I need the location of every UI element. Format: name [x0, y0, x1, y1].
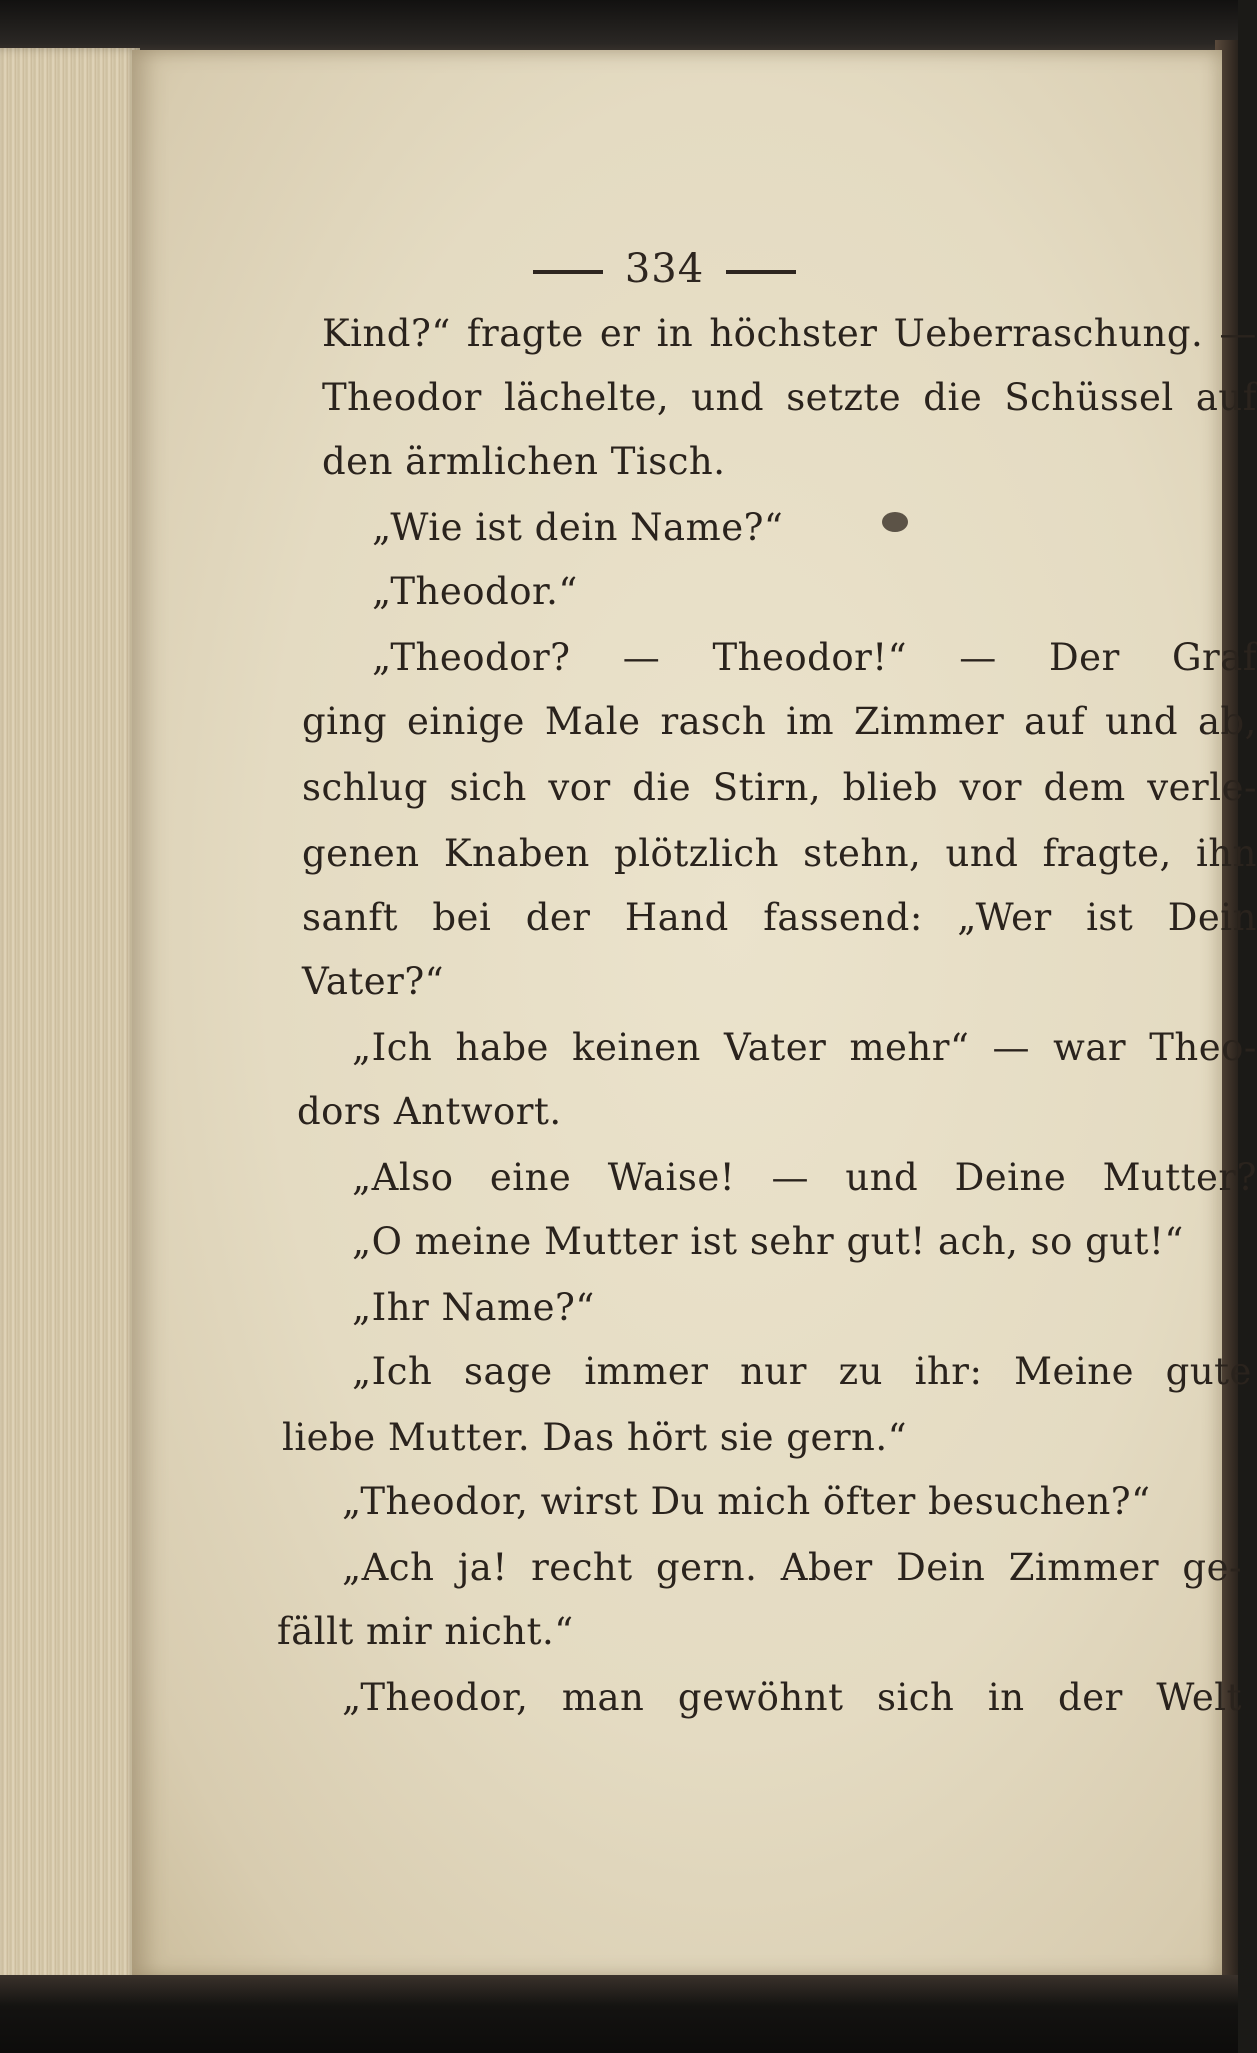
word: lächelte,: [503, 376, 670, 419]
page-stack-edge: [0, 48, 140, 1983]
text-line: „O meine Mutter ist sehr gut! ach, so gut!“: [352, 1220, 1184, 1263]
word: „Ich: [352, 1026, 433, 1069]
word: Der: [1049, 636, 1120, 679]
text-line: [322, 376, 1257, 419]
word: fragte: [466, 312, 584, 355]
word: —: [992, 1026, 1031, 1069]
text-line: „Theodor, wirst Du mich öfter besuchen?“: [342, 1480, 1151, 1523]
word: Graf: [1171, 636, 1257, 679]
word: die: [632, 766, 692, 809]
word: —: [959, 636, 997, 679]
word: eine: [489, 1156, 572, 1199]
word: Deine: [954, 1156, 1067, 1199]
text-line: [302, 832, 1257, 875]
text-line: [352, 1350, 1252, 1393]
word: in: [987, 1676, 1025, 1719]
word: gern.: [656, 1546, 758, 1589]
text-line: dors Antwort.: [297, 1090, 562, 1133]
word: Dein: [896, 1546, 986, 1589]
word: „Ich: [352, 1350, 433, 1393]
word: „Also: [352, 1156, 454, 1199]
word: —: [622, 636, 661, 679]
word: sanft: [302, 896, 398, 939]
word: sich: [449, 766, 527, 809]
word: die: [923, 376, 983, 419]
word: dem: [1043, 766, 1126, 809]
word: auf: [1024, 700, 1086, 743]
word: Zimmer: [1008, 1546, 1160, 1589]
text-line: [352, 1026, 1257, 1069]
page-number: 334: [624, 246, 705, 292]
text-line: „Ihr Name?“: [352, 1286, 595, 1329]
text-line: [302, 700, 1257, 743]
word: Vater: [723, 1026, 827, 1069]
text-line: „Wie ist dein Name?“: [372, 506, 784, 549]
word: —: [1219, 312, 1257, 355]
word: gute: [1165, 1350, 1252, 1393]
word: „Theodor,: [342, 1676, 529, 1719]
dash-left: [533, 270, 603, 274]
word: der: [525, 896, 591, 939]
word: Welt: [1156, 1676, 1242, 1719]
text-line: den ärmlichen Tisch.: [322, 440, 726, 483]
word: Male: [544, 700, 641, 743]
word: zu: [838, 1350, 883, 1393]
text-line: [302, 896, 1257, 939]
word: ging: [302, 700, 388, 743]
word: Knaben: [443, 832, 590, 875]
word: war: [1053, 1026, 1127, 1069]
word: Schüssel: [1004, 376, 1174, 419]
text-line: [342, 1546, 1242, 1589]
word: Hand: [624, 896, 729, 939]
word: mehr“: [849, 1026, 970, 1069]
word: Kind?“: [322, 312, 451, 355]
word: und: [1105, 700, 1179, 743]
word: immer: [584, 1350, 709, 1393]
text-line: [342, 1676, 1242, 1719]
word: „Theodor?: [372, 636, 571, 679]
word: und: [845, 1156, 919, 1199]
word: vor: [548, 766, 611, 809]
word: im: [786, 700, 835, 743]
word: Theodor!“: [712, 636, 908, 679]
page-number-header: [132, 246, 1197, 292]
word: vor: [959, 766, 1022, 809]
text-line: „Theodor.“: [372, 570, 578, 613]
word: ihn: [1196, 832, 1257, 875]
word: sich: [876, 1676, 955, 1719]
text-line: Vater?“: [302, 960, 445, 1003]
word: ihr:: [914, 1350, 983, 1393]
word: blieb: [842, 766, 939, 809]
word: Dein: [1167, 896, 1257, 939]
word: fassend:: [763, 896, 923, 939]
word: und: [691, 376, 765, 419]
word: in: [656, 312, 694, 355]
word: Meine: [1014, 1350, 1134, 1393]
word: Theodor: [322, 376, 482, 419]
word: verle-: [1147, 766, 1257, 809]
word: „Wer: [957, 896, 1052, 939]
word: habe: [455, 1026, 549, 1069]
word: Waise!: [607, 1156, 736, 1199]
word: nur: [740, 1350, 807, 1393]
dash-right: [726, 270, 796, 274]
text-line: [352, 1156, 1257, 1199]
word: bei: [432, 896, 492, 939]
word: gewöhnt: [677, 1676, 844, 1719]
word: keinen: [572, 1026, 701, 1069]
word: er: [599, 312, 641, 355]
word: Aber: [780, 1546, 873, 1589]
text-line: [372, 636, 1257, 679]
word: man: [561, 1676, 645, 1719]
word: Mutter?: [1102, 1156, 1257, 1199]
word: plötzlich: [614, 832, 779, 875]
book-page: [132, 50, 1257, 1978]
word: Ueberraschung.: [893, 312, 1204, 355]
text-line: [322, 312, 1257, 355]
word: schlug: [302, 766, 428, 809]
text-line: fällt mir nicht.“: [277, 1610, 574, 1653]
word: einige: [406, 700, 525, 743]
word: sage: [464, 1350, 553, 1393]
word: rasch: [660, 700, 767, 743]
word: —: [771, 1156, 810, 1199]
word: ja!: [457, 1546, 508, 1589]
word: ist: [1086, 896, 1134, 939]
word: genen: [302, 832, 420, 875]
book-cover-bottom: [0, 1975, 1238, 2053]
word: setzte: [786, 376, 902, 419]
text-line: [302, 766, 1257, 809]
word: Theo-: [1149, 1026, 1257, 1069]
word: und: [945, 832, 1019, 875]
word: stehn,: [803, 832, 922, 875]
word: recht: [531, 1546, 633, 1589]
word: fragte,: [1042, 832, 1172, 875]
word: höchster: [709, 312, 878, 355]
word: Stirn,: [712, 766, 822, 809]
word: auf: [1195, 376, 1257, 419]
word: Zimmer: [853, 700, 1005, 743]
word: ge-: [1182, 1546, 1242, 1589]
word: der: [1058, 1676, 1123, 1719]
word: ab,: [1197, 700, 1257, 743]
ink-blot: [882, 512, 908, 532]
word: „Ach: [342, 1546, 435, 1589]
text-line: liebe Mutter. Das hört sie gern.“: [282, 1416, 908, 1459]
